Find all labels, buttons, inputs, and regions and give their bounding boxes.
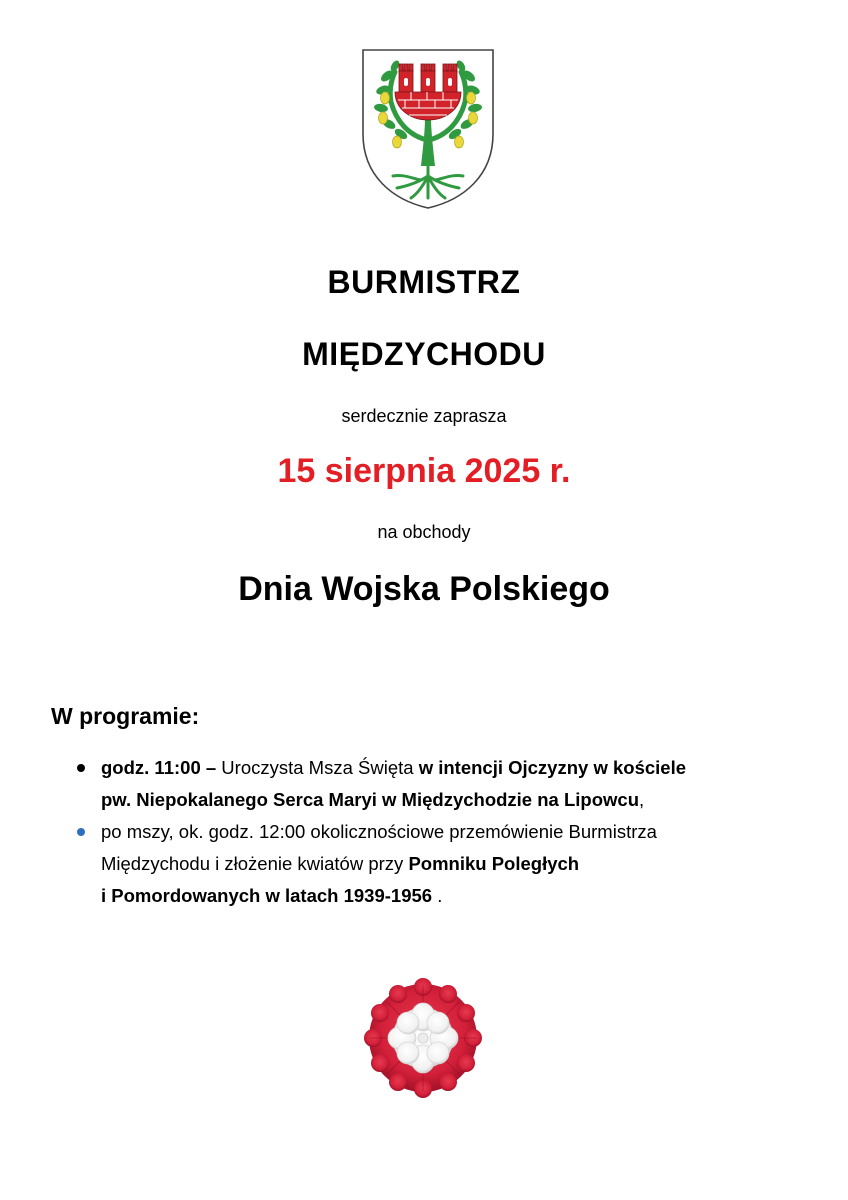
bullet-icon: [77, 828, 85, 836]
occasion-intro-text: na obchody: [377, 522, 471, 542]
program-item-mass: [0, 752, 848, 816]
event-date: 15 sierpnia 2025 r.: [277, 452, 571, 490]
bullet-icon: [77, 764, 85, 772]
program-list: [0, 752, 848, 912]
mass-intention: w intencji Ojczyzny w kościele: [418, 757, 687, 778]
occasion-title: Dnia Wojska Polskiego: [238, 570, 610, 608]
mass-text: Uroczysta Msza Święta: [216, 757, 419, 778]
polish-cockade-icon: [362, 977, 484, 1099]
coat-of-arms-icon: [361, 48, 495, 210]
program-item-speech-line2: [101, 848, 788, 880]
program-item-speech: [0, 816, 848, 912]
speech-line1: po mszy, ok. godz. 12:00 okolicznościowe przemówienie Burmistrza: [101, 821, 657, 842]
title-miedzychodu: MIĘDZYCHODU: [302, 336, 546, 372]
mass-church: pw. Niepokalanego Serca Maryi w Międzychodzie na Lipowcu: [101, 789, 639, 810]
speech-line2-text: Międzychodu i złożenie kwiatów przy: [101, 853, 409, 874]
invite-text: serdecznie zaprasza: [341, 406, 507, 426]
title-burmistrz: BURMISTRZ: [327, 264, 521, 300]
monument-name: Pomniku Poległych: [408, 853, 580, 874]
program-item-speech-line3: [101, 880, 788, 912]
monument-name-cont: i Pomordowanych w latach 1939-1956: [101, 885, 433, 906]
program-heading: W programie:: [51, 703, 200, 729]
program-item-mass-line2: [101, 784, 788, 816]
mass-tail: ,: [639, 789, 645, 810]
program-item-mass-line1: [101, 752, 788, 784]
mass-time: godz. 11:00 –: [101, 757, 217, 778]
speech-tail: .: [432, 885, 443, 906]
